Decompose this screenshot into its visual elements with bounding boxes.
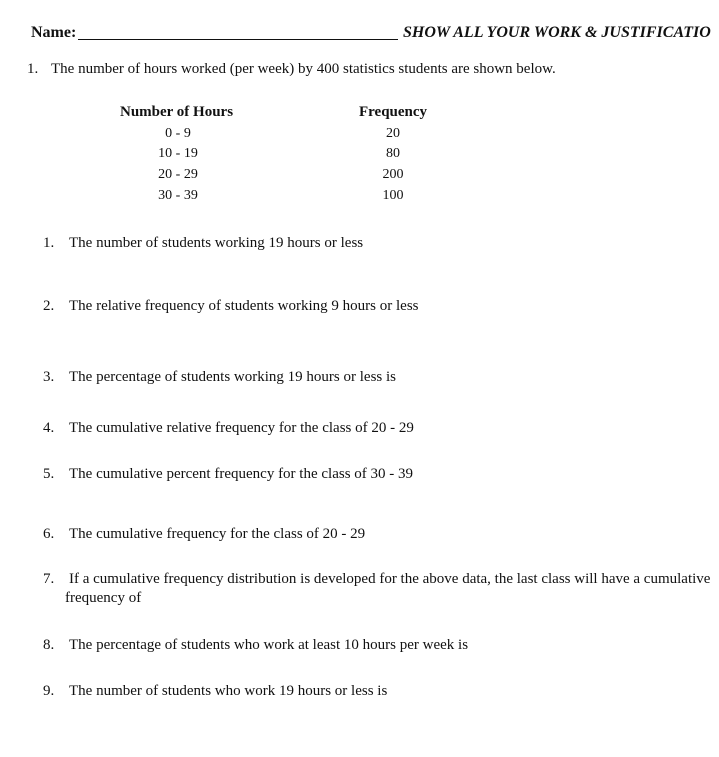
question-number: 2. — [43, 298, 55, 314]
question-text: The number of students who work 19 hours or less is — [69, 683, 388, 699]
instructions-heading: SHOW ALL YOUR WORK & JUSTIFICATIO — [403, 24, 711, 41]
question-text: The relative frequency of students working 9 hours or less — [69, 298, 419, 314]
question-number: 5. — [43, 466, 55, 482]
table-header-hours: Number of Hours — [120, 104, 234, 120]
question-text-continued: frequency of — [65, 590, 142, 606]
problem-number: 1. — [27, 61, 39, 77]
question-number: 7. — [43, 571, 55, 587]
name-blank-line — [78, 39, 398, 40]
question-number: 9. — [43, 683, 55, 699]
question-text: The percentage of students working 19 hours or less is — [69, 369, 397, 385]
problem-statement: The number of hours worked (per week) by 400 statistics students are shown below. — [51, 61, 556, 77]
name-label: Name: — [31, 24, 77, 41]
table-cell-hours: 0 - 9 — [165, 126, 191, 141]
table-cell-hours: 30 - 39 — [158, 188, 198, 203]
table-cell-hours: 20 - 29 — [158, 167, 198, 182]
table-cell-frequency: 200 — [382, 167, 404, 182]
question-text: If a cumulative frequency distribution is developed for the above data, the last class will have a cumulative — [69, 571, 711, 587]
question-text: The percentage of students who work at least 10 hours per week is — [69, 637, 469, 653]
question-number: 6. — [43, 526, 55, 542]
question-number: 8. — [43, 637, 55, 653]
question-text: The number of students working 19 hours or less — [69, 235, 364, 251]
question-text: The cumulative percent frequency for the class of 30 - 39 — [69, 466, 414, 482]
table-header-frequency: Frequency — [359, 104, 428, 120]
question-number: 4. — [43, 420, 55, 436]
table-cell-frequency: 80 — [386, 146, 400, 161]
table-cell-frequency: 100 — [382, 188, 404, 203]
question-number: 3. — [43, 369, 55, 385]
question-text: The cumulative frequency for the class of 20 - 29 — [69, 526, 366, 542]
question-text: The cumulative relative frequency for the class of 20 - 29 — [69, 420, 414, 436]
table-cell-hours: 10 - 19 — [158, 146, 198, 161]
table-cell-frequency: 20 — [386, 126, 400, 141]
question-number: 1. — [43, 235, 55, 251]
